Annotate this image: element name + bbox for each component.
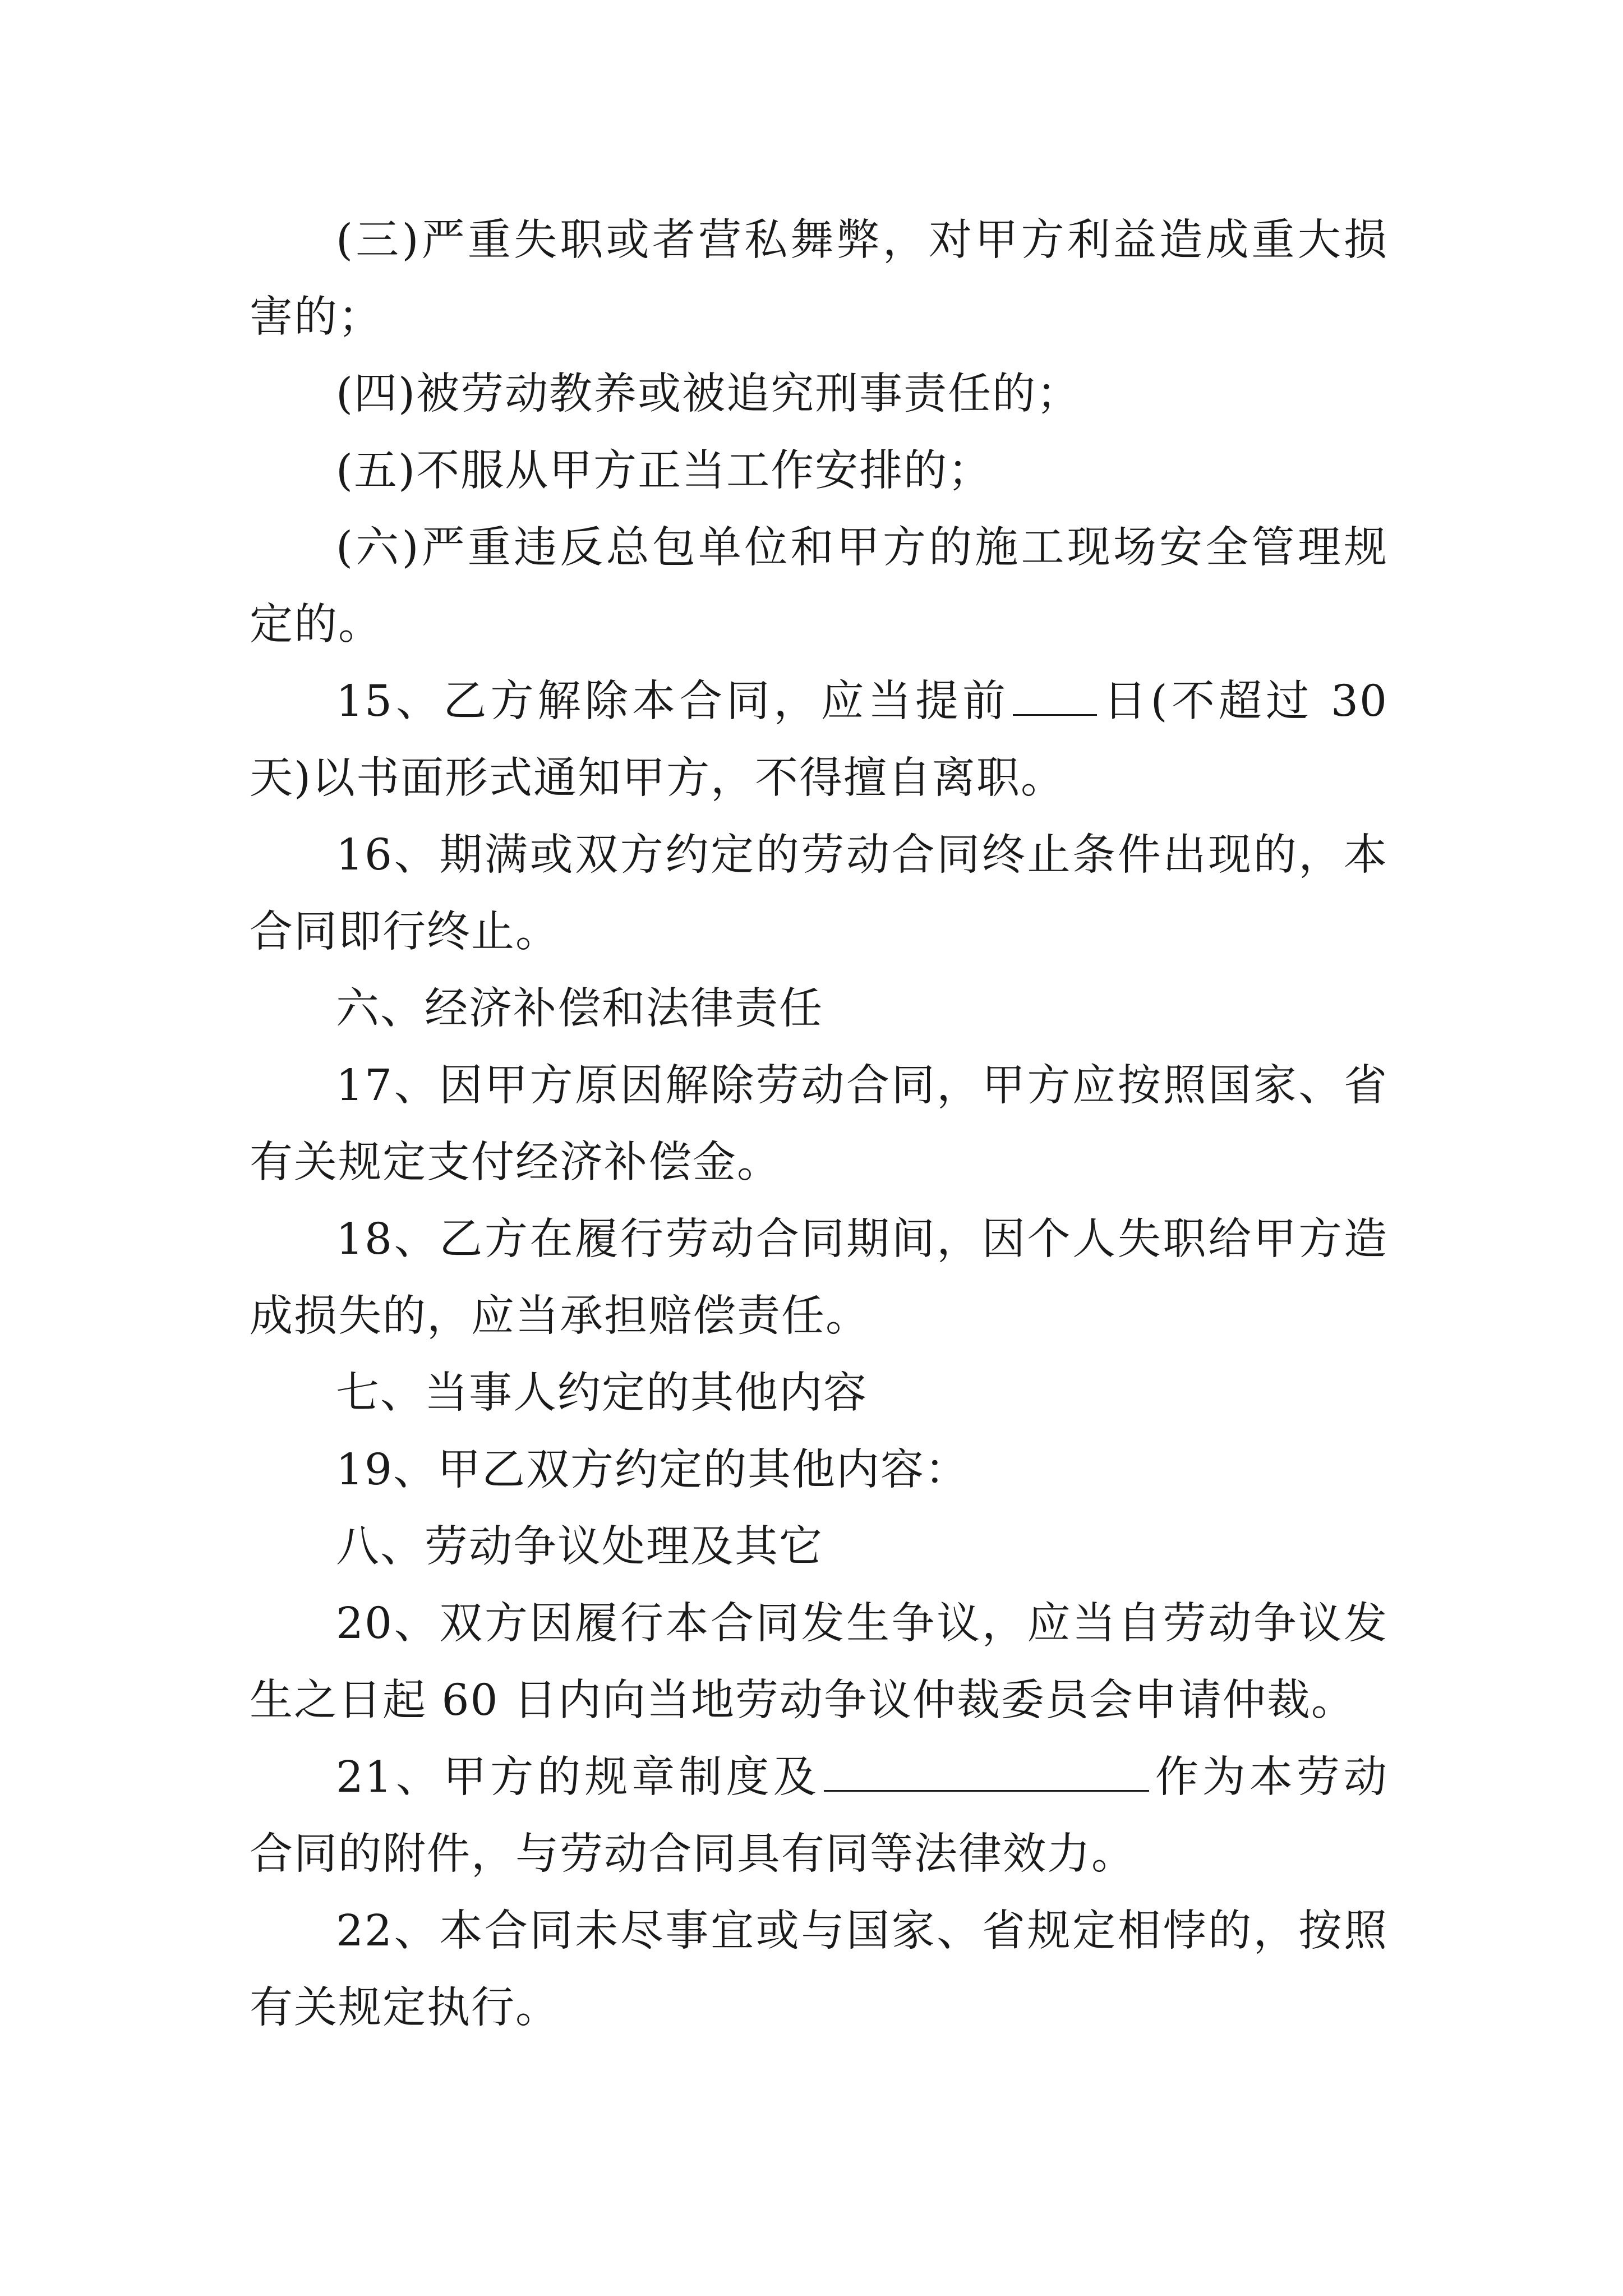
section-heading-6: 六、经济补偿和法律责任 — [336, 984, 823, 1034]
clause-20: 20、双方因履行本合同发生争议，应当自劳动争议发生之日起 60 日内向当地劳动争议仲裁委员会申请仲裁。 — [250, 1599, 1388, 1726]
clause-15-text-after: 日(不超过 30 天)以书面形式通知甲方，不得擅自离职。 — [250, 677, 1388, 803]
section-heading-8: 八、劳动争议处理及其它 — [336, 1522, 823, 1572]
clause-21-text-after: 作为本劳动合同的附件，与劳动合同具有同等法律效力。 — [250, 1752, 1388, 1879]
clause-17: 17、因甲方原因解除劳动合同，甲方应按照国家、省有关规定支付经济补偿金。 — [250, 1061, 1388, 1188]
clause-21 — [250, 1739, 1388, 1893]
clause-19: 19、甲乙双方约定的其他内容： — [336, 1445, 969, 1495]
clause-item-5: (五)不服从甲方正当工作安排的； — [336, 446, 993, 496]
clause-15 — [250, 663, 1388, 817]
notice-days-blank — [1013, 675, 1097, 716]
clause-item-6: (六)严重违反总包单位和甲方的施工现场安全管理规定的。 — [250, 523, 1388, 650]
clause-16: 16、期满或双方约定的劳动合同终止条件出现的，本合同即行终止。 — [250, 830, 1388, 957]
clause-item-4: (四)被劳动教养或被追究刑事责任的； — [336, 369, 1081, 419]
clause-22: 22、本合同未尽事宜或与国家、省规定相悖的，按照有关规定执行。 — [250, 1906, 1388, 2033]
clause-21-text-before: 21、甲方的规章制度及 — [336, 1752, 820, 1802]
document-body — [250, 202, 1388, 2046]
clause-18: 18、乙方在履行劳动合同期间，因个人失职给甲方造成损失的，应当承担赔偿责任。 — [250, 1214, 1388, 1341]
section-heading-7: 七、当事人约定的其他内容 — [336, 1368, 868, 1418]
clause-15-text-before: 15、乙方解除本合同，应当提前 — [336, 677, 1010, 726]
clause-item-3: (三)严重失职或者营私舞弊，对甲方利益造成重大损害的； — [250, 215, 1388, 342]
attachment-blank — [824, 1751, 1149, 1792]
